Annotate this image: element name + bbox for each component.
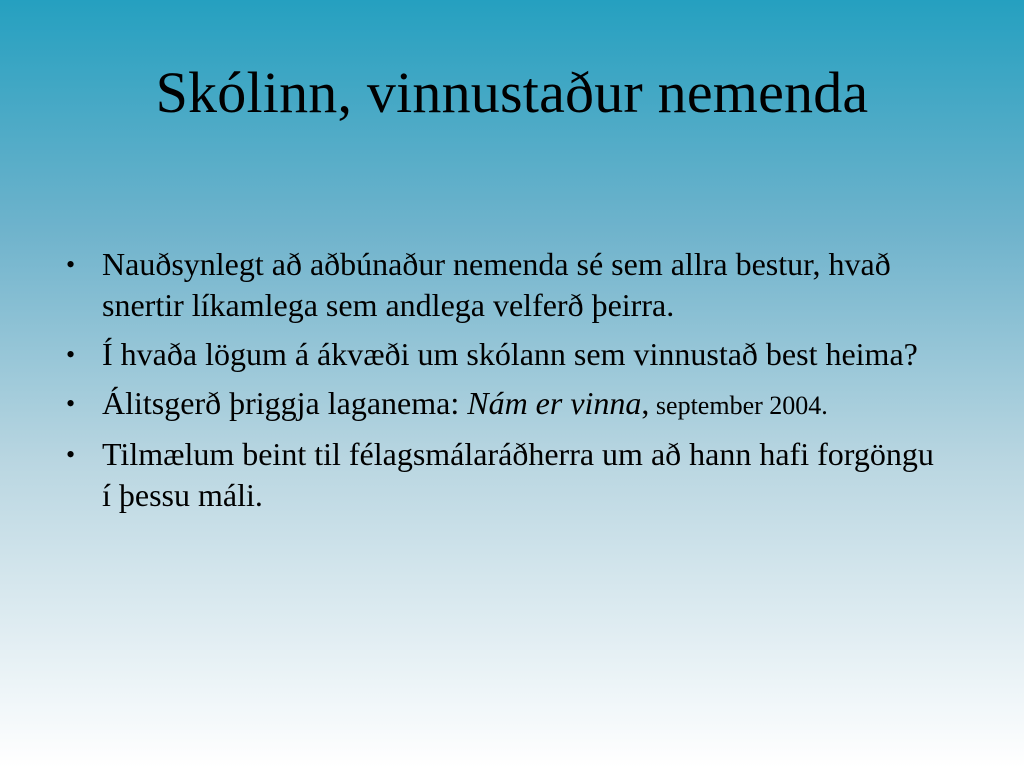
list-item (66, 334, 946, 375)
bullet-icon: • (66, 250, 76, 279)
bullet-text-comma: , (641, 385, 650, 421)
bullet-text-prefix: Álitsgerð þriggja laganema: (102, 385, 468, 421)
list-item (66, 434, 946, 516)
bullet-icon: • (66, 340, 76, 369)
bullet-list (66, 244, 946, 524)
bullet-text: Tilmælum beint til félagsmálaráðherra um að hann hafi forgöngu í þessu máli. (102, 436, 934, 513)
bullet-text: Nauðsynlegt að aðbúnaður nemenda sé sem allra bestur, hvað snertir líkamlega sem andlega velferð þeirra. (102, 246, 891, 323)
bullet-text-italic-title: Nám er vinna (467, 385, 642, 421)
bullet-icon: • (66, 440, 76, 469)
bullet-icon: • (66, 389, 76, 418)
list-item (66, 244, 946, 326)
list-item (66, 383, 946, 426)
slide-title: Skólinn, vinnustaður nemenda (155, 60, 869, 125)
bullet-text: Í hvaða lögum á ákvæði um skólann sem vinnustað best heima? (102, 336, 918, 372)
bullet-text-date: september 2004. (649, 391, 828, 420)
